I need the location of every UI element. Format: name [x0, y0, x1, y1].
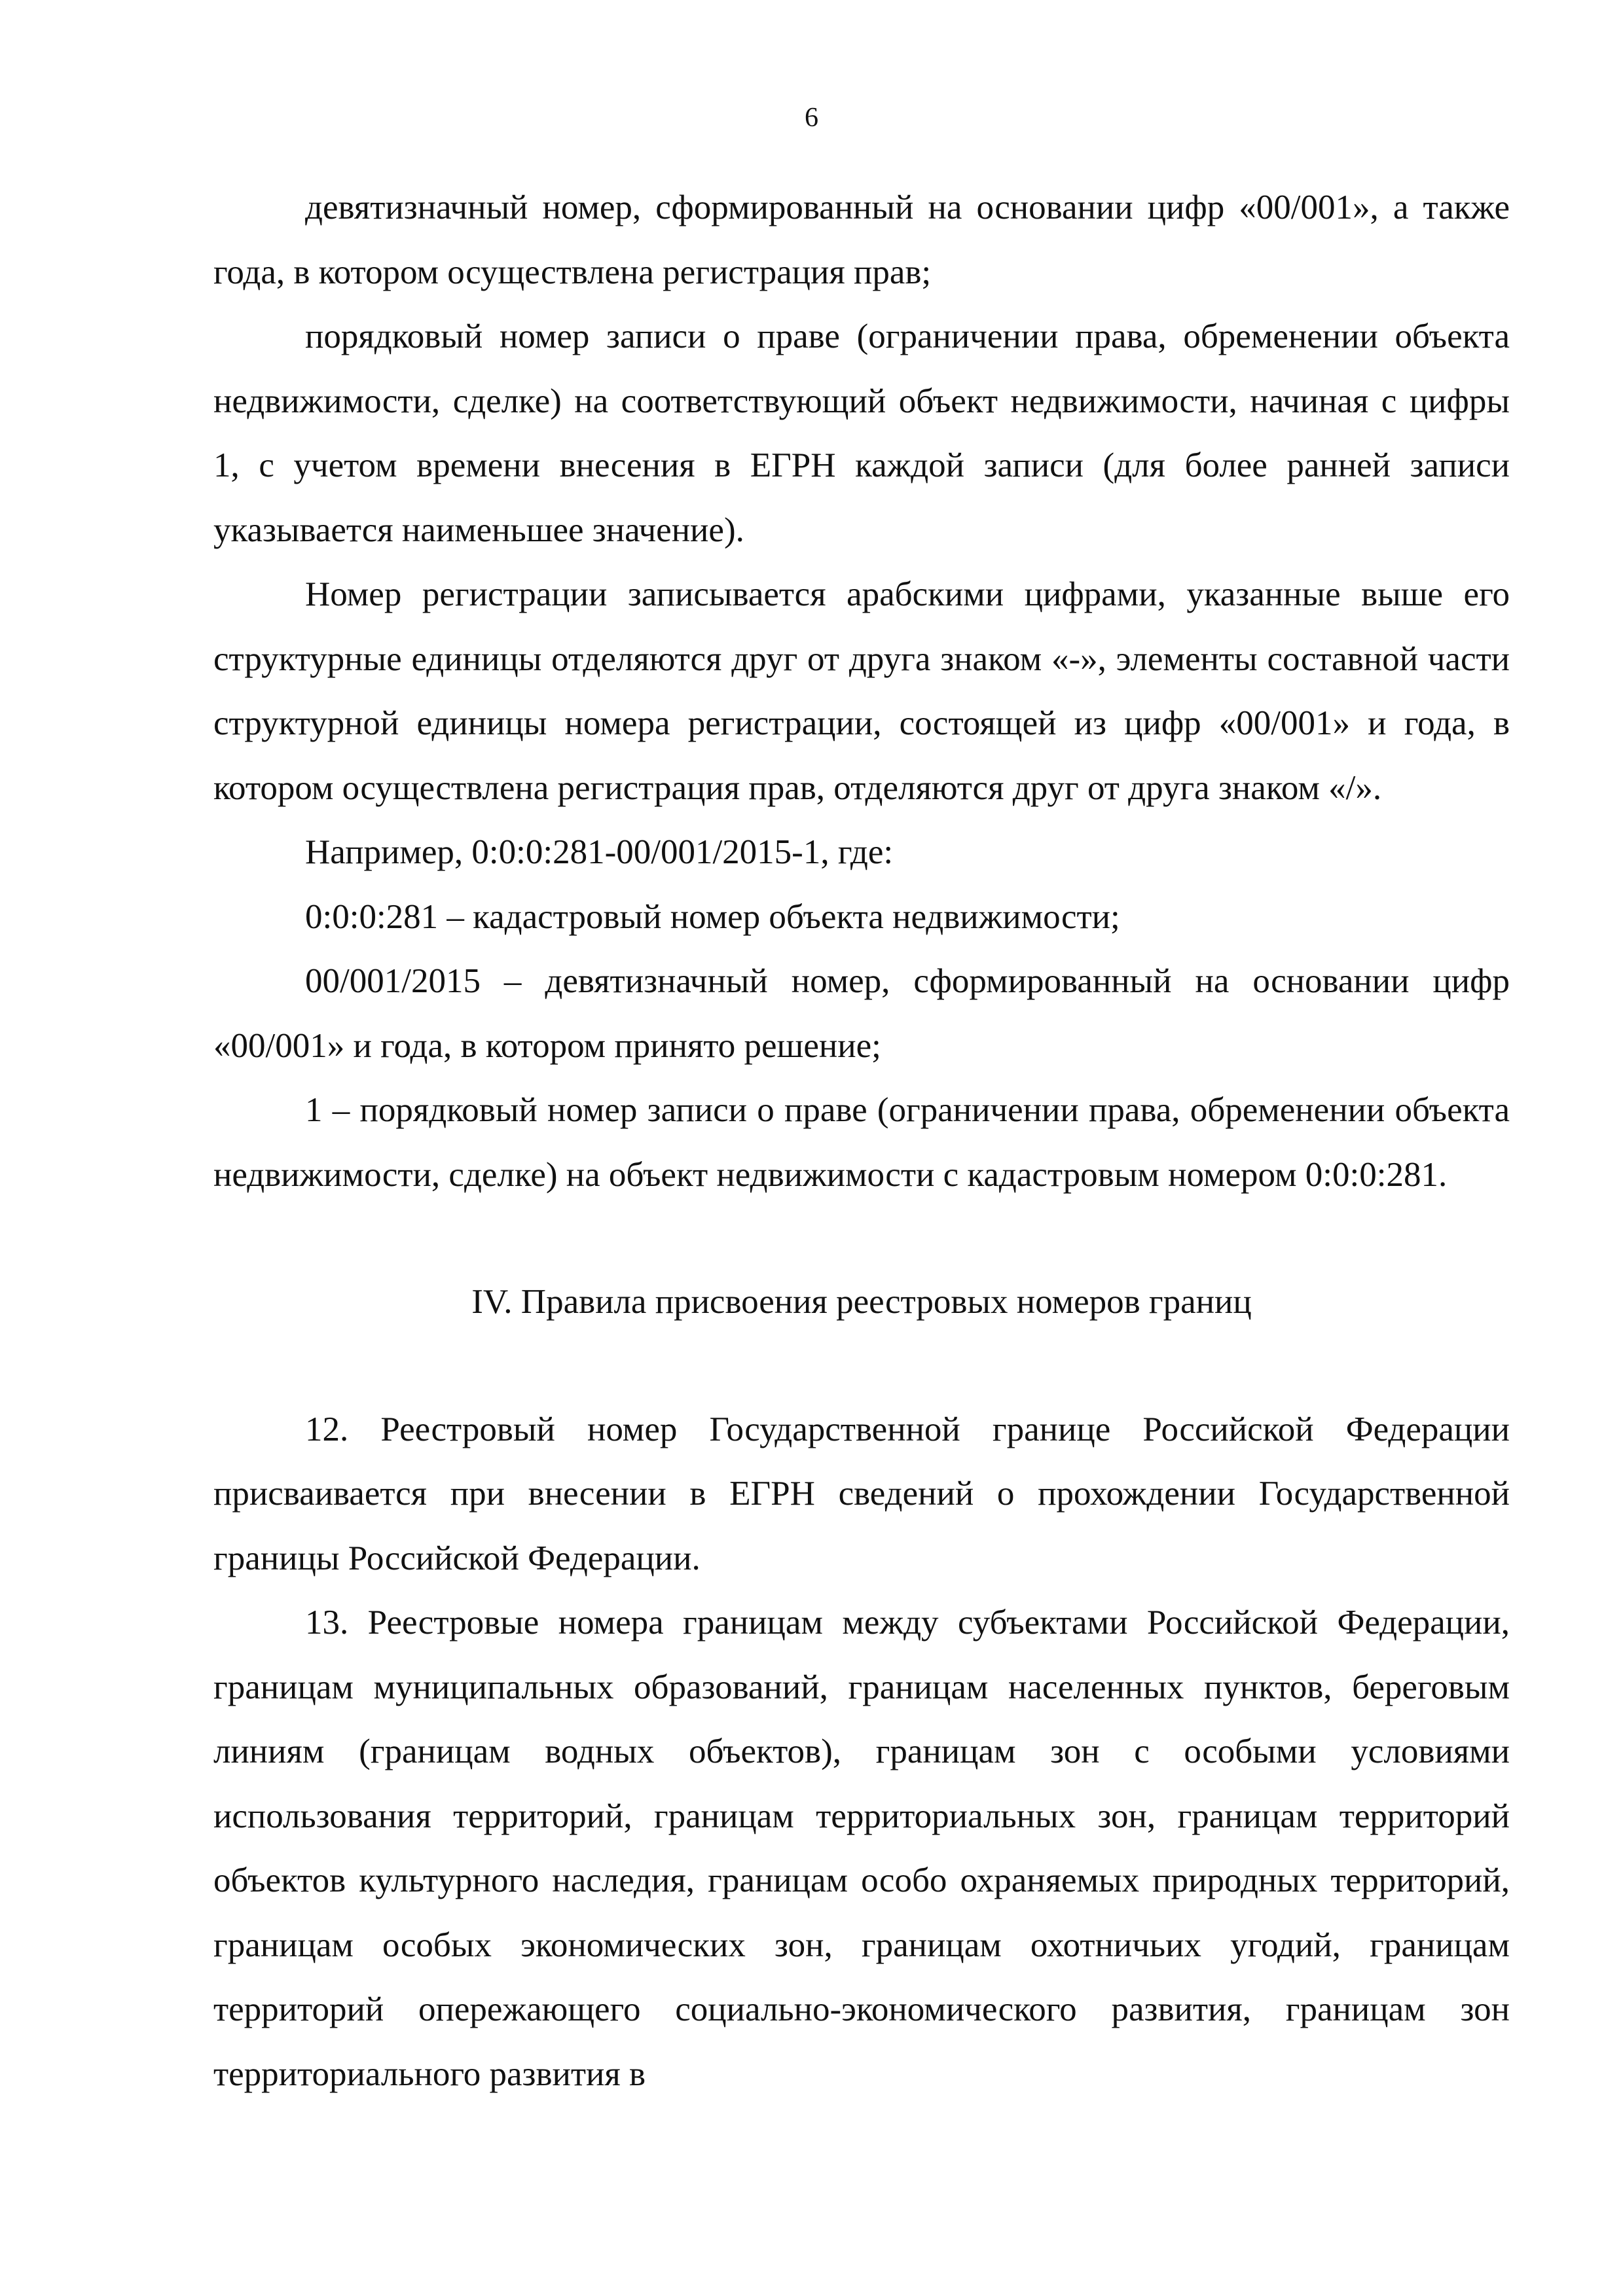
- paragraph-item-13: 13. Реестровые номера границам между субъектами Российской Федерации, границам муниципальных образований, границам населенных пунктов, береговым линиям (границам водных объектов), границам зон с особыми условиями использования территорий, границам территориальных зон, границам территорий объектов культурного наследия, границам особо охраняемых природных территорий, границам особых экономических зон, границам охотничьих угодий, границам территорий опережающего социально-экономического развития, границам зон территориального развития в: [213, 1604, 1510, 2093]
- paragraph-registration-number-format: Номер регистрации записывается арабскими цифрами, указанные выше его структурные единицы отделяются друг от друга знаком «-», элементы составной части структурной единицы номера регистрации, состоящей из цифр «00/001» и года, в котором осуществлена регистрация прав, отделяются друг от друга знаком «/».: [213, 575, 1510, 807]
- document-body: [213, 175, 1510, 2106]
- paragraph-example-intro: Например, 0:0:0:281-00/001/2015-1, где:: [305, 833, 894, 871]
- paragraph-example-nine-digit: 00/001/2015 – девятизначный номер, сформированный на основании цифр «00/001» и года, в котором принято решение;: [213, 962, 1510, 1065]
- page-number: 6: [805, 103, 818, 133]
- section-heading: IV. Правила присвоения реестровых номеров границ: [471, 1283, 1252, 1321]
- paragraph-nine-digit-number: девятизначный номер, сформированный на основании цифр «00/001», а также года, в котором осуществлена регистрация прав;: [213, 188, 1510, 291]
- paragraph-item-12: 12. Реестровый номер Государственной границе Российской Федерации присваивается при внесении в ЕГРН сведений о прохождении Государственной границы Российской Федерации.: [213, 1410, 1510, 1577]
- paragraph-example-cadastral: 0:0:0:281 – кадастровый номер объекта недвижимости;: [305, 897, 1120, 936]
- paragraph-example-sequence: 1 – порядковый номер записи о праве (ограничении права, обременении объекта недвижимости, сделке) на объект недвижимости с кадастровым номером 0:0:0:281.: [213, 1091, 1510, 1194]
- paragraph-record-sequence-number: порядковый номер записи о праве (ограничении права, обременении объекта недвижимости, сделке) на соответствующий объект недвижимости, начиная с цифры 1, с учетом времени внесения в ЕГРН каждой записи (для более ранней записи указывается наименьшее значение).: [213, 317, 1510, 549]
